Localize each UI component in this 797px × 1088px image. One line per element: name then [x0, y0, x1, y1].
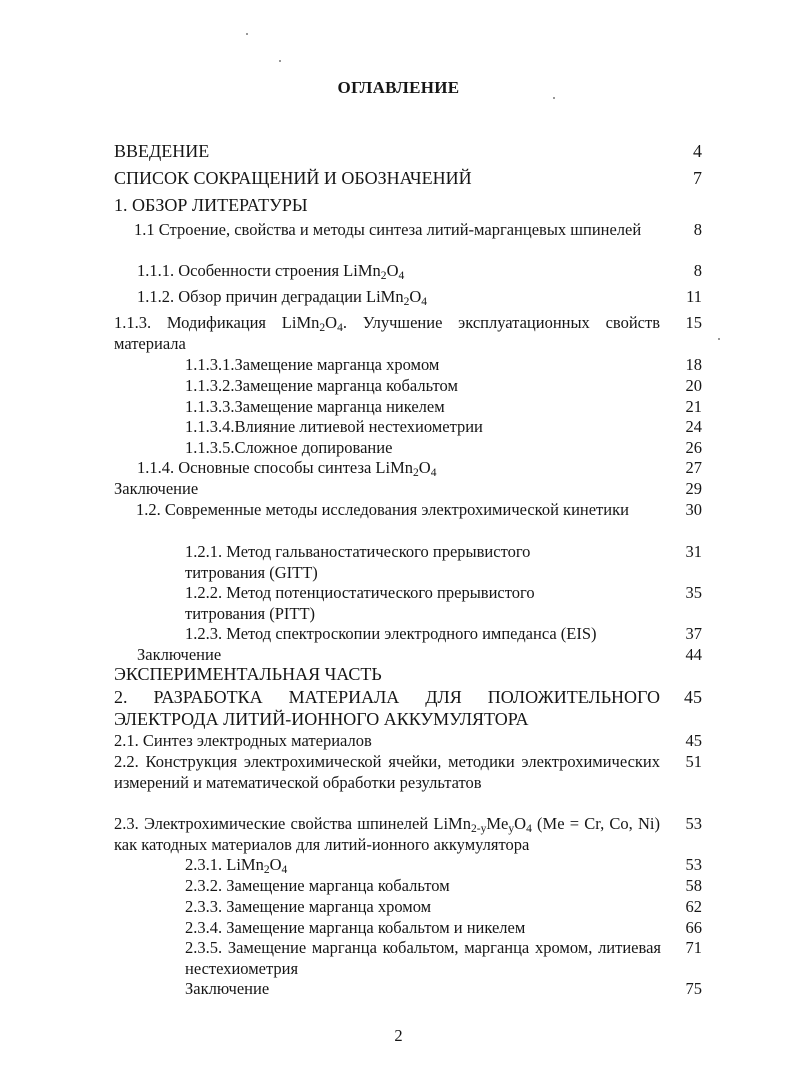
- toc-entry-text: ЭКСПЕРИМЕНТАЛЬНАЯ ЧАСТЬ: [114, 664, 382, 684]
- toc-entry-page: 8: [693, 220, 702, 239]
- toc-entry-page: 58: [685, 876, 702, 895]
- toc-entry-page: 27: [685, 458, 702, 477]
- toc-entry-page: 37: [685, 624, 702, 643]
- toc-entry-text: Заключение: [137, 645, 222, 664]
- toc-entry-page: 66: [685, 918, 702, 937]
- toc-entry-text: 1.1 Строение, свойства и методы синтеза литий-марганцевых шпинелей: [134, 220, 642, 239]
- toc-entry-text: 1.1.4. Основные способы синтеза $LiMn_2O_4$: [137, 458, 437, 479]
- toc-entry-page: 29: [685, 479, 702, 498]
- toc-entry-text: 1.1.3.5.Сложное допирование: [185, 438, 393, 457]
- toc-entry-text: 1.1.3. Модификация $LiMn_2O_4$. Улучшение эксплуатационных свойств материала: [114, 313, 660, 353]
- toc-entry-text: 1.1.3.4.Влияние литиевой нестехиометрии: [185, 417, 483, 436]
- toc-entry-page: 21: [685, 397, 702, 416]
- toc-entry-text: 2.3.2. Замещение марганца кобальтом: [185, 876, 450, 895]
- toc-entry-text: 1.2.3. Метод спектроскопии электродного импеданса (EIS): [185, 624, 597, 643]
- toc-entry-text: 1.2.2. Метод потенциостатического прерывистого титрования (PITT): [185, 583, 535, 623]
- toc-entry-text: Заключение: [185, 979, 270, 998]
- toc-entry-text: СПИСОК СОКРАЩЕНИЙ И ОБОЗНАЧЕНИЙ: [114, 168, 472, 188]
- toc-entry-page: 62: [685, 897, 702, 916]
- toc-entry-text: 2.3.1. $LiMn_2O_4$: [185, 855, 288, 876]
- toc-entry-page: 20: [685, 376, 702, 395]
- toc-entry-text: 1.2. Современные методы исследования электрохимической кинетики: [136, 500, 629, 519]
- toc-entry-page: 26: [685, 438, 702, 457]
- toc-entry-text: 2.3.4. Замещение марганца кобальтом и никелем: [185, 918, 526, 937]
- toc-entry-page: 8: [693, 261, 702, 280]
- toc-entry-page: 31: [685, 542, 702, 561]
- toc-entry-text: 1.2.1. Метод гальваностатического прерывистого титрования (GITT): [185, 542, 531, 582]
- toc-entry-page: 35: [685, 583, 702, 602]
- toc-entry-page: 45: [684, 687, 702, 707]
- toc-entry-page: 53: [685, 814, 702, 833]
- page-number: 2: [394, 1026, 403, 1045]
- page-title: ОГЛАВЛЕНИЕ: [337, 78, 460, 97]
- toc-entry-page: 18: [685, 355, 702, 374]
- toc-entry-page: 30: [685, 500, 702, 519]
- scan-speck: [246, 33, 248, 35]
- toc-entry-page: 11: [686, 287, 702, 306]
- toc-entry-page: 44: [685, 645, 702, 664]
- toc-entry-text: 1.1.3.1.Замещение марганца хромом: [185, 355, 440, 374]
- toc-entry-page: 53: [685, 855, 702, 874]
- toc-entry-text: 1. ОБЗОР ЛИТЕРАТУРЫ: [114, 195, 308, 215]
- toc-entry-text: 1.1.1. Особенности строения $LiMn_2O_4$: [137, 261, 405, 282]
- toc-entry-page: 15: [685, 313, 702, 332]
- toc-entry-page: 71: [685, 938, 702, 957]
- toc-entry-page: 75: [685, 979, 702, 998]
- toc-entry-text: Заключение: [114, 479, 199, 498]
- toc-entry-text: ВВЕДЕНИЕ: [114, 141, 210, 161]
- toc-entry-text: 1.1.2. Обзор причин деградации $LiMn_2O_4$: [137, 287, 428, 308]
- scan-speck: [279, 60, 281, 62]
- toc-entry-text: 2.3. Электрохимические свойства шпинелей $LiMn_{2-y}Me_yO_4$ (Me = Cr, Co, Ni) как катодных материалов для литий-ионного аккумулятора: [114, 814, 660, 854]
- toc-entry-page: 51: [685, 752, 702, 771]
- toc-entry-page: 45: [685, 731, 702, 750]
- toc-entry-text: 2.2. Конструкция электрохимической ячейки, методики электрохимических измерений и математической обработки результатов: [114, 752, 660, 792]
- toc-entry-page: 4: [693, 141, 702, 161]
- toc-entry-text: 2.3.5. Замещение марганца кобальтом, марганца хромом, литиевая нестехиометрия: [185, 938, 661, 978]
- toc-entry-text: 2.1. Синтез электродных материалов: [114, 731, 372, 750]
- toc-entry-page: 7: [693, 168, 702, 188]
- toc-entry-text: 1.1.3.2.Замещение марганца кобальтом: [185, 376, 458, 395]
- scan-speck: [553, 97, 555, 99]
- toc-entry-text: 2.3.3. Замещение марганца хромом: [185, 897, 432, 916]
- scan-speck: [718, 338, 720, 340]
- toc-entry-text: 1.1.3.3.Замещение марганца никелем: [185, 397, 445, 416]
- toc-entry-page: 24: [685, 417, 702, 436]
- toc-entry-text: 2. РАЗРАБОТКА МАТЕРИАЛА ДЛЯ ПОЛОЖИТЕЛЬНОГО ЭЛЕКТРОДА ЛИТИЙ-ИОННОГО АККУМУЛЯТОРА: [114, 687, 660, 729]
